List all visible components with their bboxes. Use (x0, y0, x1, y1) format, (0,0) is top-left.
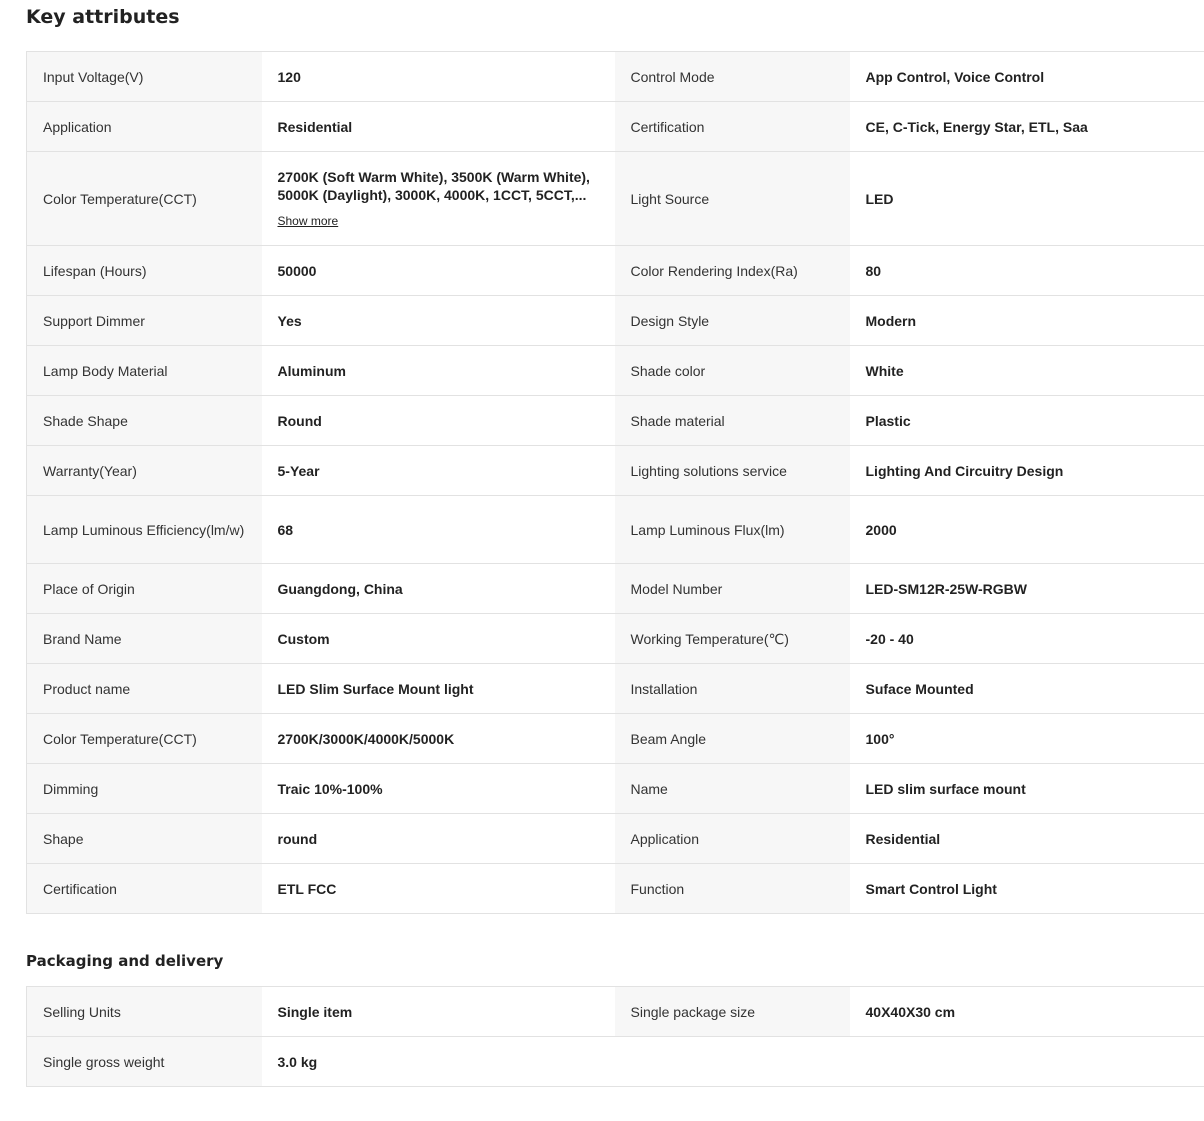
attribute-value: White (850, 346, 1204, 396)
table-row (27, 814, 1204, 864)
table-row (27, 614, 1204, 664)
attribute-label: Shade material (615, 396, 850, 446)
attribute-label: Input Voltage(V) (27, 52, 262, 102)
attribute-value: Suface Mounted (850, 664, 1204, 714)
attribute-value: Lighting And Circuitry Design (850, 446, 1204, 496)
attribute-label: Light Source (615, 152, 850, 246)
attribute-value: 100° (850, 714, 1204, 764)
attribute-label: Color Temperature(CCT) (27, 714, 262, 764)
table-row (27, 52, 1204, 102)
attribute-value: Smart Control Light (850, 864, 1204, 914)
attribute-value: Residential (850, 814, 1204, 864)
attribute-label: Single gross weight (27, 1037, 262, 1087)
attribute-value: LED Slim Surface Mount light (262, 664, 615, 714)
attribute-label: Lamp Luminous Efficiency(lm/w) (27, 496, 262, 564)
attribute-label: Installation (615, 664, 850, 714)
attribute-value: Plastic (850, 396, 1204, 446)
attribute-label: Design Style (615, 296, 850, 346)
table-row (27, 496, 1204, 564)
attribute-value: ETL FCC (262, 864, 615, 914)
attribute-label: Lamp Luminous Flux(lm) (615, 496, 850, 564)
attribute-value: Guangdong, China (262, 564, 615, 614)
attribute-label: Application (27, 102, 262, 152)
attribute-value: Aluminum (262, 346, 615, 396)
table-row (27, 446, 1204, 496)
show-more-link[interactable]: Show more (277, 213, 339, 228)
attribute-label: Beam Angle (615, 714, 850, 764)
attribute-label: Application (615, 814, 850, 864)
attribute-value: 3.0 kg (262, 1037, 615, 1087)
table-row (27, 396, 1204, 446)
attribute-value: Traic 10%-100% (262, 764, 615, 814)
attribute-value: Residential (262, 102, 615, 152)
attribute-value: 68 (262, 496, 615, 564)
attribute-label: Certification (615, 102, 850, 152)
table-row (27, 296, 1204, 346)
attribute-value: Round (262, 396, 615, 446)
attribute-label: Product name (27, 664, 262, 714)
attribute-value: App Control, Voice Control (850, 52, 1204, 102)
attribute-value: Modern (850, 296, 1204, 346)
attribute-value: Single item (262, 987, 615, 1037)
attribute-value: LED-SM12R-25W-RGBW (850, 564, 1204, 614)
empty-cell (615, 1037, 850, 1087)
attribute-value: Custom (262, 614, 615, 664)
packaging-table (26, 986, 1204, 1087)
attribute-label: Support Dimmer (27, 296, 262, 346)
attribute-value-cell (262, 152, 615, 246)
attribute-label: Color Temperature(CCT) (27, 152, 262, 246)
packaging-body (27, 987, 1204, 1087)
attribute-label: Single package size (615, 987, 850, 1037)
attribute-label: Brand Name (27, 614, 262, 664)
attribute-label: Place of Origin (27, 564, 262, 614)
attribute-value: 120 (262, 52, 615, 102)
attribute-label: Lighting solutions service (615, 446, 850, 496)
key-attributes-body (27, 52, 1204, 914)
attribute-label: Working Temperature(℃) (615, 614, 850, 664)
packaging-title: Packaging and delivery (26, 952, 224, 970)
attribute-value: 2000 (850, 496, 1204, 564)
table-row (27, 1037, 1204, 1087)
attribute-value: 2700K (Soft Warm White), 3500K (Warm White), 5000K (Daylight), 3000K, 4000K, 1CCT, 5CCT,... (277, 168, 590, 203)
attribute-value: 40X40X30 cm (850, 987, 1204, 1037)
attribute-value: LED slim surface mount (850, 764, 1204, 814)
attribute-value: CE, C-Tick, Energy Star, ETL, Saa (850, 102, 1204, 152)
attribute-label: Shade Shape (27, 396, 262, 446)
table-row (27, 564, 1204, 614)
key-attributes-table (26, 51, 1204, 914)
key-attributes-title: Key attributes (26, 6, 180, 28)
attribute-value: 2700K/3000K/4000K/5000K (262, 714, 615, 764)
attribute-label: Warranty(Year) (27, 446, 262, 496)
attribute-value: 5-Year (262, 446, 615, 496)
table-row (27, 152, 1204, 246)
table-row (27, 246, 1204, 296)
attribute-label: Lifespan (Hours) (27, 246, 262, 296)
attribute-label: Lamp Body Material (27, 346, 262, 396)
table-row (27, 102, 1204, 152)
table-row (27, 664, 1204, 714)
attribute-label: Model Number (615, 564, 850, 614)
attribute-value: -20 - 40 (850, 614, 1204, 664)
attribute-label: Shade color (615, 346, 850, 396)
attribute-label: Selling Units (27, 987, 262, 1037)
table-row (27, 714, 1204, 764)
attribute-value: round (262, 814, 615, 864)
attribute-label: Name (615, 764, 850, 814)
empty-cell (850, 1037, 1204, 1087)
attribute-value: Yes (262, 296, 615, 346)
table-row (27, 346, 1204, 396)
attribute-label: Color Rendering Index(Ra) (615, 246, 850, 296)
attribute-label: Shape (27, 814, 262, 864)
table-row (27, 987, 1204, 1037)
table-row (27, 764, 1204, 814)
attribute-value: 80 (850, 246, 1204, 296)
attribute-value: LED (850, 152, 1204, 246)
table-row (27, 864, 1204, 914)
attribute-label: Control Mode (615, 52, 850, 102)
attribute-value: 50000 (262, 246, 615, 296)
attribute-label: Function (615, 864, 850, 914)
attribute-label: Dimming (27, 764, 262, 814)
attribute-label: Certification (27, 864, 262, 914)
